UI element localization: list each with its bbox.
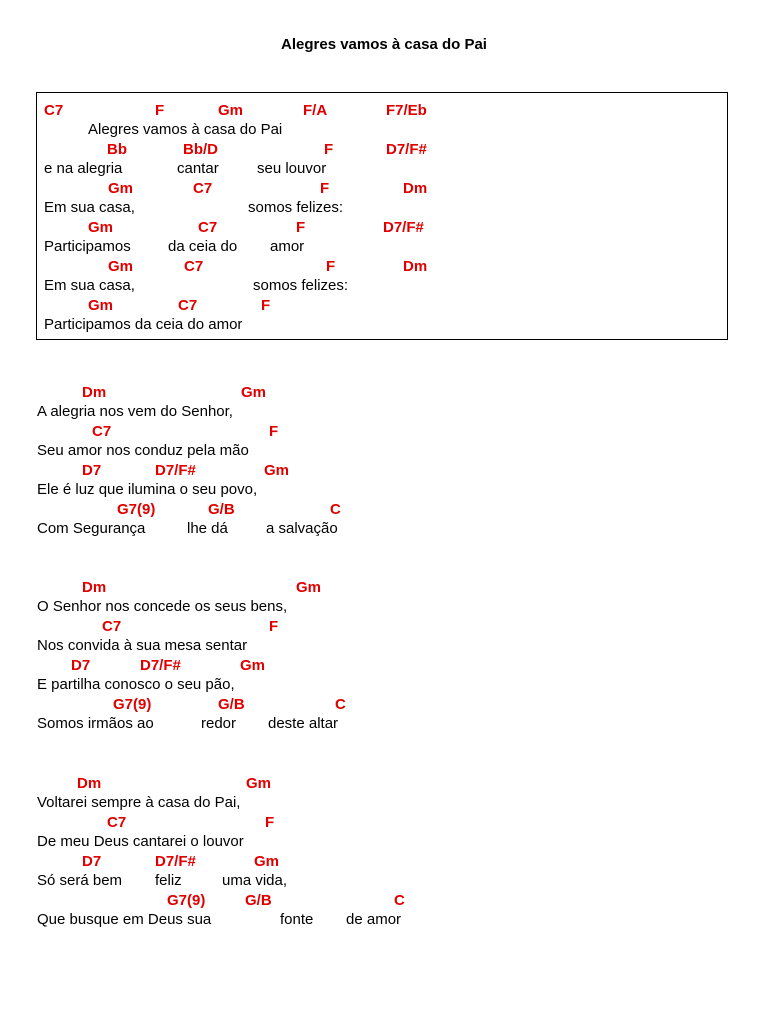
chord-label: G/B — [208, 501, 235, 518]
song-title: Alegres vamos à casa do Pai — [281, 36, 487, 53]
chord-line — [0, 656, 768, 675]
lyric-line — [0, 519, 768, 538]
lyric-text: Somos irmãos ao — [37, 715, 154, 732]
lyric-text: da ceia do — [168, 238, 238, 255]
chord-label: Dm — [82, 579, 107, 596]
chord-label: C7 — [193, 180, 213, 197]
chord-label: F — [326, 258, 336, 275]
chord-label: G/B — [218, 696, 245, 713]
chord-label: C7 — [178, 297, 198, 314]
lyric-line — [0, 597, 768, 616]
chord-label: Gm — [296, 579, 322, 596]
chord-label: G7(9) — [167, 892, 206, 909]
lyric-text: redor — [201, 715, 237, 732]
lyric-text: cantar — [177, 160, 219, 177]
chord-label: Dm — [82, 384, 107, 401]
lyric-text: somos felizes: — [248, 199, 344, 216]
lyric-text: E partilha conosco o seu pão, — [37, 676, 235, 693]
lyric-text: a salvação — [266, 520, 338, 537]
chord-label: C — [335, 696, 346, 713]
chord-label: F — [155, 102, 165, 119]
lyric-text: Voltarei sempre à casa do Pai, — [37, 794, 241, 811]
chord-label: Bb — [107, 141, 127, 158]
chord-label: Gm — [241, 384, 267, 401]
chord-label: D7 — [82, 853, 102, 870]
lyric-text: Com Segurança — [37, 520, 146, 537]
lyric-line — [0, 910, 768, 929]
chord-line — [0, 500, 768, 519]
lyric-text: Em sua casa, — [44, 277, 135, 294]
chord-label: C7 — [198, 219, 218, 236]
lyric-text: fonte — [280, 911, 314, 928]
lyric-text: Participamos da ceia do amor — [44, 316, 243, 333]
chord-label: Gm — [246, 775, 272, 792]
chord-label: C — [394, 892, 405, 909]
chord-label: C7 — [92, 423, 112, 440]
chord-line — [0, 891, 768, 910]
chord-label: F — [265, 814, 275, 831]
chord-label: Gm — [108, 258, 134, 275]
chord-line — [0, 422, 768, 441]
lyric-text: Nos convida à sua mesa sentar — [37, 637, 248, 654]
chord-label: Bb/D — [183, 141, 218, 158]
lyric-text: A alegria nos vem do Senhor, — [37, 403, 233, 420]
chord-label: F7/Eb — [386, 102, 427, 119]
chord-label: Gm — [88, 219, 114, 236]
chord-label: D7 — [82, 462, 102, 479]
chord-label: F — [324, 141, 334, 158]
lyric-text: Que busque em Deus sua — [37, 911, 212, 928]
chord-label: D7/F# — [383, 219, 424, 236]
lyric-line — [0, 636, 768, 655]
lyric-line — [0, 402, 768, 421]
chord-label: D7/F# — [155, 462, 196, 479]
chord-label: F — [269, 618, 279, 635]
lyric-text: e na alegria — [44, 160, 123, 177]
chord-line — [0, 617, 768, 636]
chord-label: F — [320, 180, 330, 197]
lyric-text: amor — [270, 238, 305, 255]
lyric-text: O Senhor nos concede os seus bens, — [37, 598, 288, 615]
chord-label: Dm — [403, 180, 428, 197]
chord-line — [0, 461, 768, 480]
lyric-text: Em sua casa, — [44, 199, 135, 216]
lyric-text: Alegres vamos à casa do Pai — [88, 121, 283, 138]
lyric-text: seu louvor — [257, 160, 327, 177]
chord-label: Gm — [218, 102, 244, 119]
chord-label: Dm — [77, 775, 102, 792]
chord-label: G7(9) — [117, 501, 156, 518]
chord-label: C7 — [107, 814, 127, 831]
chord-label: D7/F# — [386, 141, 427, 158]
chord-label: Gm — [240, 657, 266, 674]
lyric-text: deste altar — [268, 715, 339, 732]
lyric-text: De meu Deus cantarei o louvor — [37, 833, 244, 850]
chord-line — [0, 852, 768, 871]
lyric-text: lhe dá — [187, 520, 228, 537]
lyric-line — [0, 675, 768, 694]
chord-label: D7 — [71, 657, 91, 674]
chord-label: Gm — [88, 297, 114, 314]
lyric-text: uma vida, — [222, 872, 288, 889]
chord-label: G/B — [245, 892, 272, 909]
lyric-line — [0, 871, 768, 890]
chord-line — [0, 813, 768, 832]
chord-line — [0, 774, 768, 793]
chord-label: C7 — [184, 258, 204, 275]
lyric-line — [0, 714, 768, 733]
chord-label: D7/F# — [155, 853, 196, 870]
chord-label: D7/F# — [140, 657, 181, 674]
chord-label: C7 — [102, 618, 122, 635]
lyric-line — [0, 441, 768, 460]
chorus-box — [36, 92, 728, 340]
chord-label: C7 — [44, 102, 64, 119]
chord-label: F/A — [303, 102, 328, 119]
lyric-text: Participamos — [44, 238, 131, 255]
chord-label: G7(9) — [113, 696, 152, 713]
chord-line — [0, 695, 768, 714]
chord-label: F — [269, 423, 279, 440]
lyric-line — [0, 793, 768, 812]
chord-label: Gm — [254, 853, 280, 870]
lyric-line — [0, 832, 768, 851]
chord-label: Gm — [108, 180, 134, 197]
chord-label: C — [330, 501, 341, 518]
chord-label: F — [261, 297, 271, 314]
lyric-text: Ele é luz que ilumina o seu povo, — [37, 481, 258, 498]
lyric-line — [0, 480, 768, 499]
chord-line — [0, 383, 768, 402]
chord-label: Gm — [264, 462, 290, 479]
lyric-text: Seu amor nos conduz pela mão — [37, 442, 249, 459]
lyric-text: Só será bem — [37, 872, 123, 889]
chord-label: F — [296, 219, 306, 236]
chord-label: Dm — [403, 258, 428, 275]
lyric-text: feliz — [155, 872, 182, 889]
lyric-text: somos felizes: — [253, 277, 349, 294]
chord-line — [0, 578, 768, 597]
lyric-text: de amor — [346, 911, 402, 928]
